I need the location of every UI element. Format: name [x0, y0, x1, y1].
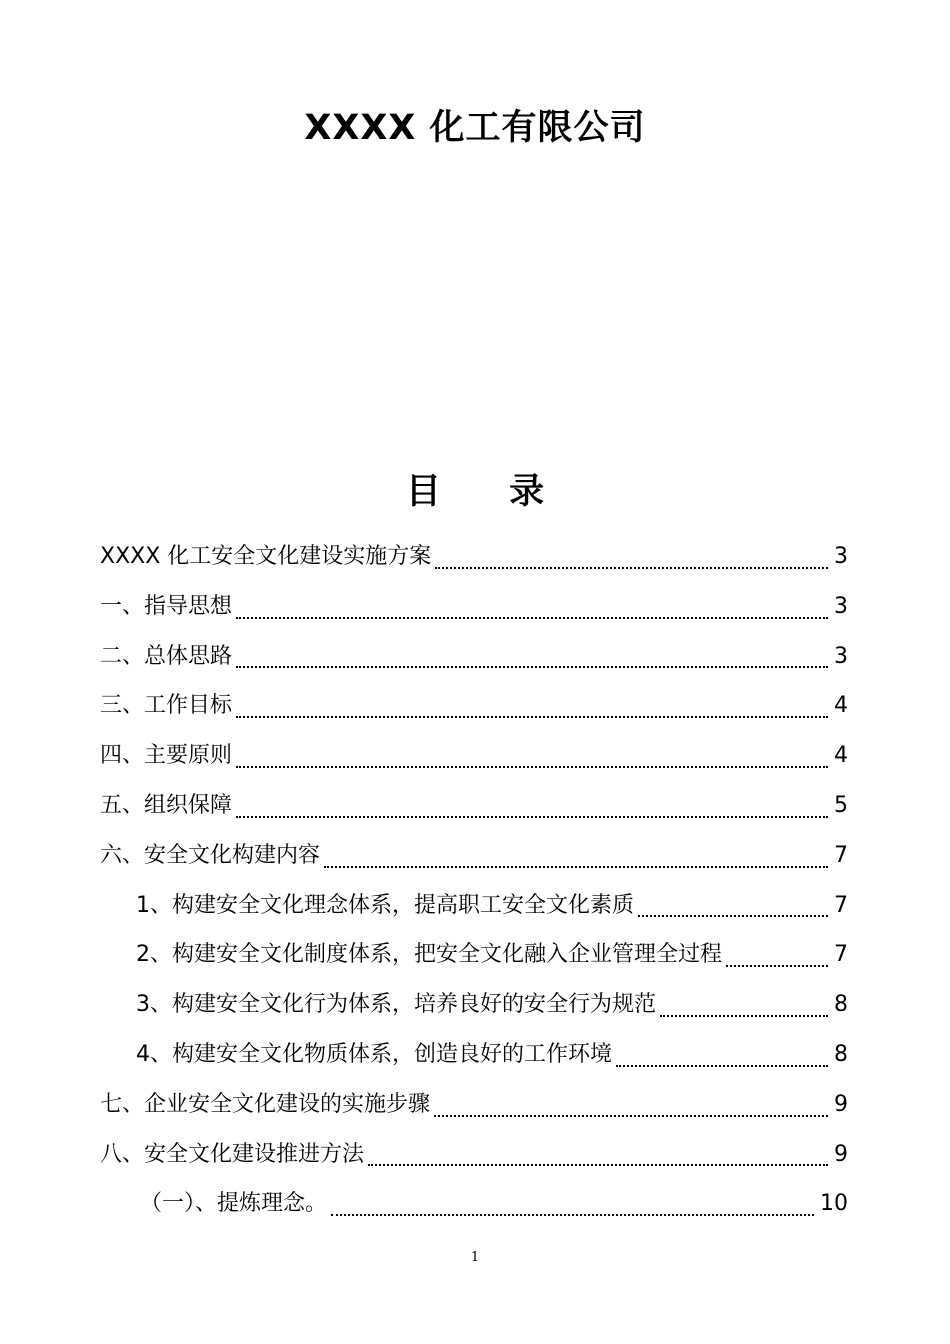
toc-leader-dots — [236, 766, 828, 768]
toc-leader-dots — [435, 567, 828, 569]
toc-entry[interactable] — [100, 731, 848, 781]
toc-leader-dots — [368, 1164, 828, 1166]
toc-leader-dots — [616, 1065, 828, 1067]
toc-leader-dots — [434, 1115, 828, 1117]
toc-entry-page: 3 — [834, 544, 848, 569]
toc-entry-page: 3 — [834, 643, 848, 669]
toc-entry[interactable] — [100, 1030, 848, 1080]
toc-entry[interactable] — [100, 632, 848, 682]
toc-entry-page: 3 — [834, 593, 848, 619]
toc-entry-label: 三、工作目标 — [100, 693, 233, 719]
toc-entry-page: 9 — [834, 1091, 848, 1117]
toc-entry[interactable] — [100, 1179, 848, 1229]
toc-entry-page: 10 — [820, 1191, 848, 1217]
toc-entry-page: 4 — [834, 693, 848, 719]
toc-entry-label: 六、安全文化构建内容 — [100, 842, 321, 868]
toc-entry-page: 5 — [834, 792, 848, 818]
toc-entry-label: 五、组织保障 — [100, 792, 233, 818]
toc-entry-label: 八、安全文化建设推进方法 — [100, 1141, 365, 1167]
toc-entry-label: 2、构建安全文化制度体系，把安全文化融入企业管理全过程 — [136, 942, 722, 968]
toc-entry[interactable] — [100, 1080, 848, 1130]
toc-entry[interactable] — [100, 831, 848, 881]
toc-entry-page: 7 — [834, 842, 848, 868]
toc-leader-dots — [726, 965, 828, 967]
toc-entry-page: 9 — [834, 1141, 848, 1167]
toc-leader-dots — [660, 1015, 828, 1017]
toc-leader-dots — [236, 666, 828, 668]
toc-entry-page: 7 — [834, 942, 848, 968]
company-title: XXXX 化工有限公司 — [304, 108, 646, 148]
toc-entry[interactable] — [100, 781, 848, 831]
toc-entry[interactable] — [100, 1130, 848, 1180]
toc-entry-label: 4、构建安全文化物质体系，创造良好的工作环境 — [136, 1041, 612, 1067]
toc-leader-dots — [236, 716, 828, 718]
toc-entry-page: 7 — [834, 892, 848, 918]
toc-entry[interactable] — [100, 930, 848, 980]
toc-leader-dots — [236, 617, 828, 619]
toc-leader-dots — [324, 866, 828, 868]
toc-leader-dots — [236, 816, 828, 818]
toc-entry[interactable] — [100, 980, 848, 1030]
toc-entry-label: 七、企业安全文化建设的实施步骤 — [100, 1091, 431, 1117]
table-of-contents — [100, 532, 848, 1229]
toc-entry-label: 1、构建安全文化理念体系，提高职工安全文化素质 — [136, 892, 634, 918]
page-number: 1 — [470, 1250, 480, 1265]
toc-entry[interactable] — [100, 681, 848, 731]
toc-entry[interactable] — [100, 582, 848, 632]
toc-entry-page: 8 — [834, 992, 848, 1018]
toc-entry-label: 四、主要原则 — [100, 743, 233, 769]
toc-leader-dots — [331, 1214, 814, 1216]
toc-entry-label: 二、总体思路 — [100, 643, 233, 669]
toc-entry[interactable] — [100, 881, 848, 931]
toc-entry-label: 3、构建安全文化行为体系，培养良好的安全行为规范 — [136, 992, 656, 1018]
toc-leader-dots — [638, 915, 828, 917]
toc-entry[interactable] — [100, 532, 848, 582]
toc-entry-label: （一）、提炼理念。 — [140, 1191, 328, 1217]
toc-entry-label: XXXX 化工安全文化建设实施方案 — [100, 544, 432, 569]
toc-heading: 目 录 — [405, 472, 573, 512]
toc-entry-label: 一、指导思想 — [100, 593, 233, 619]
toc-entry-page: 8 — [834, 1041, 848, 1067]
toc-entry-page: 4 — [834, 743, 848, 769]
